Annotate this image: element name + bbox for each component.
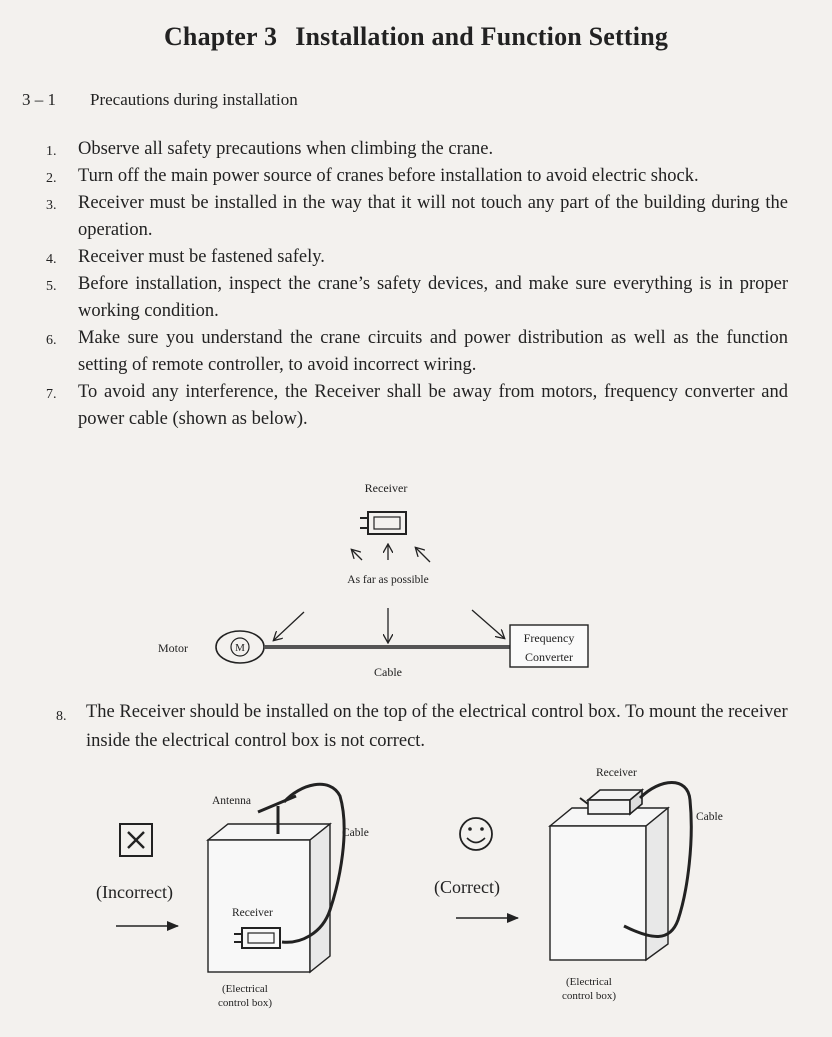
cable-label: Cable [374,665,402,679]
item-text: Make sure you understand the crane circuits and power distribution as well as the function setting of remote controller, to avoid incorrect wiring. [78,328,788,375]
arrow-to-motor [274,612,304,640]
motor-symbol: M [235,642,245,654]
correct-label: (Correct) [434,877,500,897]
converter-label-2: Converter [525,650,573,664]
box-right-label-2: control box) [562,990,617,1002]
receiver-label: Receiver [364,481,408,495]
item-number: 5. [46,279,57,294]
arrow-up-left-icon [352,550,362,560]
receiver-top-icon [580,790,642,814]
control-box-incorrect [208,824,330,972]
item-text: To avoid any interference, the Receiver shall be away from motors, frequency converter and power cable (shown as below). [78,382,788,429]
antenna-label: Antenna [212,795,251,807]
converter-label-1: Frequency [523,631,575,645]
far-as-possible-label: As far as possible [347,574,429,586]
item-text: The Receiver should be installed on the top of the electrical control box. To mount the receiver inside the electrical control box is not correct. [86,702,788,751]
item-number: 7. [46,387,57,402]
item-text: Turn off the main power source of cranes before installation to avoid electric shock. [78,166,699,186]
item-number: 3. [46,198,57,213]
x-box-icon [120,824,152,856]
item-text: Observe all safety precautions when climbing the crane. [78,139,494,159]
receiver-inside-label: Receiver [232,907,273,919]
chapter-name: Installation and Function Setting [295,22,669,51]
incorrect-label: (Incorrect) [96,882,173,902]
box-left-label-2: control box) [218,997,273,1009]
motor-label: Motor [158,641,188,655]
cable-label-left: Cable [342,827,369,839]
item-text: Before installation, inspect the crane’s safety devices, and make sure everything is in proper working condition. [78,274,788,321]
receiver-icon [360,512,406,534]
smiley-icon [460,818,492,850]
list-item-8 [56,698,796,756]
receiver-top-label: Receiver [596,767,637,779]
item-number: 1. [46,144,57,159]
item-text: Receiver must be installed in the way that it will not touch any part of the building during the operation. [78,193,788,240]
item-text: Receiver must be fastened safely. [78,247,325,267]
section-title: Precautions during installation [90,90,298,109]
item-number: 6. [46,333,57,348]
box-left-label-1: (Electrical [222,983,268,995]
cable-label-right: Cable [696,811,723,823]
section-number: 3 – 1 [22,90,56,109]
arrow-to-converter [472,610,504,638]
box-right-label-1: (Electrical [566,976,612,988]
item-number: 2. [46,171,57,186]
item-number: 4. [46,252,57,267]
arrow-up-right-icon [416,548,430,562]
item-number: 8. [56,709,67,724]
chapter-number: Chapter 3 [163,22,278,51]
